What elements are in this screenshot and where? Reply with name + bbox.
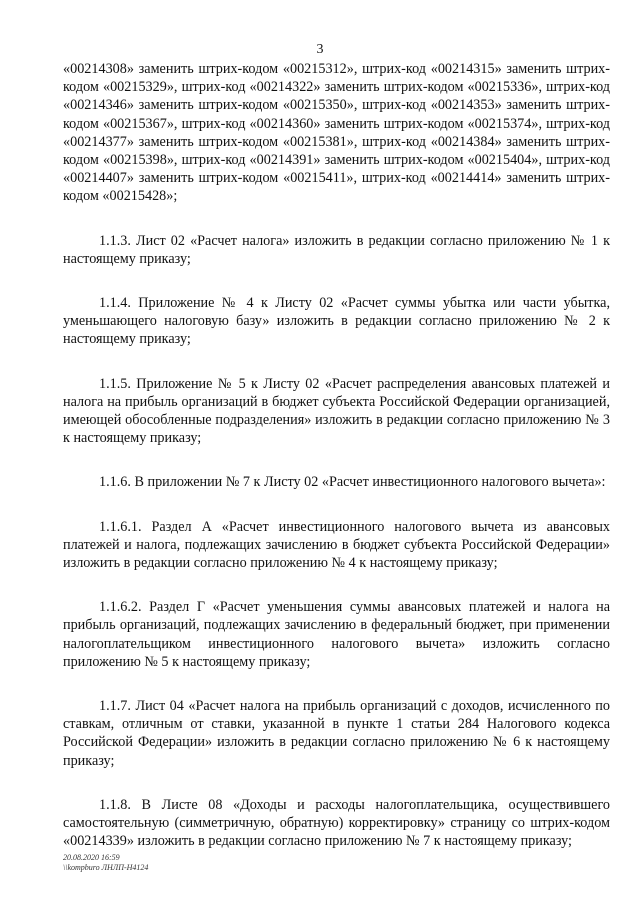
footer-timestamp: 20.08.2020 16:59	[63, 853, 120, 862]
paragraph-1-1-6-2: 1.1.6.2. Раздел Г «Расчет уменьшения суммы авансовых платежей и налога на прибыль организаций, подлежащих зачислению в федеральный бюджет, при применении налогоплательщиком инвестиционного налогового вычета» изложить согласно приложению № 5 к настоящему приказу;	[63, 599, 610, 670]
document-footer	[63, 853, 148, 873]
document-body	[63, 60, 610, 851]
paragraph-1-1-5: 1.1.5. Приложение № 5 к Листу 02 «Расчет распределения авансовых платежей и налога на прибыль организаций в бюджет субъекта Российской Федерации организацией, имеющей обособленные подразделения» изложить в редакции согласно приложению № 3 к настоящему приказу;	[63, 375, 610, 447]
paragraph-1-1-4: 1.1.4. Приложение № 4 к Листу 02 «Расчет суммы убытка или части убытка, уменьшающего налоговую базу» изложить в редакции согласно приложению № 2 к настоящему приказу;	[63, 295, 610, 348]
paragraph-1-1-7: 1.1.7. Лист 04 «Расчет налога на прибыль организаций с доходов, исчисленного по ставкам, отличным от ставки, указанной в пункте 1 статьи 284 Налогового кодекса Российской Федерации» изложить в редакции согласно приложению № 6 к настоящему приказу;	[63, 698, 610, 769]
paragraph-1-1-3: 1.1.3. Лист 02 «Расчет налога» изложить в редакции согласно приложению № 1 к настоящему приказу;	[63, 232, 610, 267]
page-number: 3	[316, 42, 324, 57]
footer-file-path: \\kompburo ЛНЛП-Н4124	[63, 863, 149, 872]
paragraph-1-1-6-1: 1.1.6.1. Раздел А «Расчет инвестиционного налогового вычета из авансовых платежей и налога, подлежащих зачислению в бюджет субъекта Российской Федерации» изложить в редакции согласно приложению № 4 к настоящему приказу;	[63, 518, 610, 572]
paragraph-1-1-8: 1.1.8. В Листе 08 «Доходы и расходы налогоплательщика, осуществившего самостоятельную (симметричную, обратную) корректировку» страницу со штрих-кодом «00214339» изложить в редакции согласно приложению № 7 к настоящему приказу;	[63, 796, 610, 850]
paragraph-barcode-list: «00214308» заменить штрих-кодом «00215312», штрих-код «00214315» заменить штрих-кодом «00215329», штрих-код «00214322» заменить штрих-кодом «00215336», штрих-код «00214346» заменить штрих-кодом «00215350», штрих-код «00214353» заменить штрих-кодом «00215367», штрих-код «00214360» заменить штрих-кодом «00215374», штрих-код «00214377» заменить штрих-кодом «00215381», штрих-код «00214384» заменить штрих-кодом «00215398», штрих-код «00214391» заменить штрих-кодом «00215404», штрих-код «00214407» заменить штрих-кодом «00215411», штрих-код «00214414» заменить штрих-кодом «00215428»;	[63, 61, 610, 205]
paragraph-1-1-6: 1.1.6. В приложении № 7 к Листу 02 «Расчет инвестиционного налогового вычета»:	[99, 474, 606, 491]
